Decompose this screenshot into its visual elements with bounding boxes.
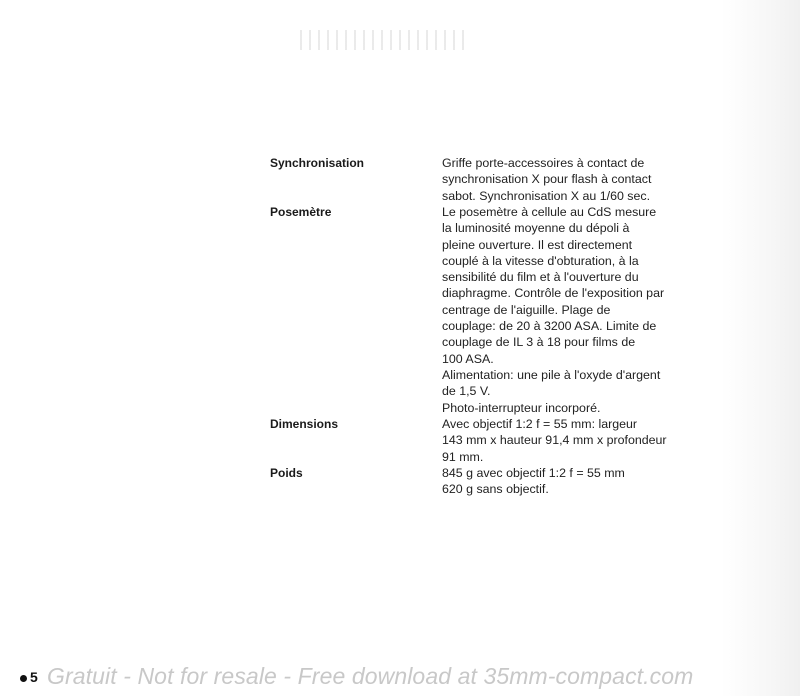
page-footer — [0, 660, 800, 696]
page-number: 5 — [30, 669, 38, 685]
scan-artifact — [300, 30, 470, 50]
spec-label: Synchronisation — [270, 156, 365, 170]
spec-value: Le posemètre à cellule au CdS mesure la luminosité moyenne du dépoli à pleine ouverture. Il est directement couplé à la vitesse d'obturation, à la sensibilité du film et à l'ouverture du diaphragme. Contrôle de l'exposition par centrage de l'aiguille. Plage de couplage: de 20 à 3200 ASA. Limite de couplage de IL 3 à 18 pour films de 100 ASA. Alimentation: une pile à l'oxyde d'argent de 1,5 V. Photo-interrupteur incorporé. — [442, 205, 665, 415]
spec-value: Avec objectif 1:2 f = 55 mm: largeur 143 mm x hauteur 91,4 mm x profondeur 91 mm. — [442, 417, 667, 464]
spec-label: Dimensions — [270, 417, 339, 431]
spec-value: 845 g avec objectif 1:2 f = 55 mm 620 g sans objectif. — [442, 466, 625, 497]
watermark: Gratuit - Not for resale - Free download at 35mm-compact.com — [47, 663, 694, 689]
spec-value: Griffe porte-accessoires à contact de synchronisation X pour flash à contact sabot. Synchronisation X au 1/60 sec. — [442, 156, 652, 203]
bullet-icon — [20, 675, 27, 682]
spec-label: Poids — [270, 466, 303, 480]
spec-label: Posemètre — [270, 205, 332, 219]
